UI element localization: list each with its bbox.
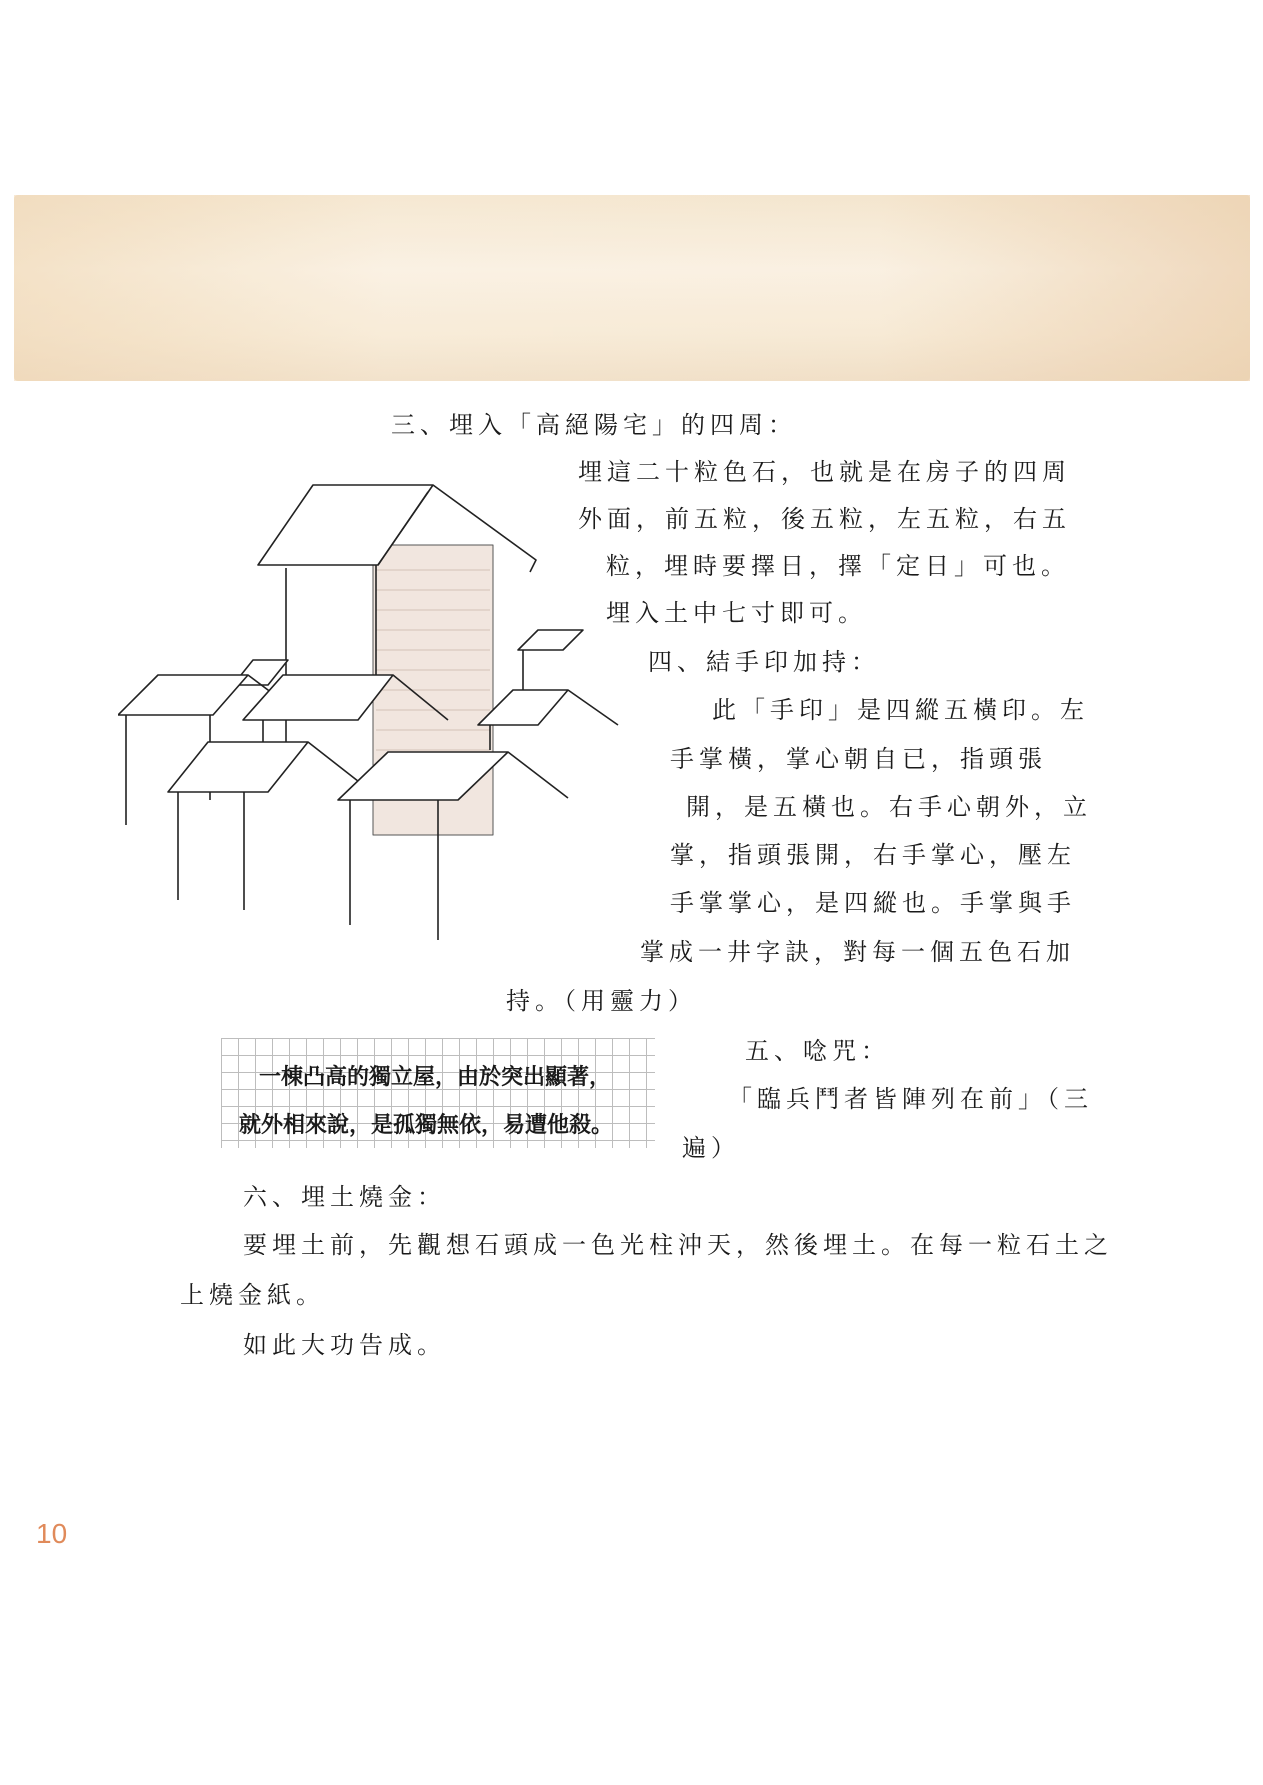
section6-heading: 六、埋土燒金：: [243, 1183, 446, 1211]
section3-line: 埋這二十粒色石，也就是在房子的四周: [578, 458, 1071, 486]
section6-line: 上燒金紙。: [180, 1281, 325, 1309]
caption-line: 就外相來說，是孤獨無依，易遭他殺。: [239, 1113, 614, 1138]
section3-line: 埋入土中七寸即可。: [606, 599, 867, 627]
section4-line: 手掌掌心，是四縱也。手掌與手: [670, 889, 1076, 917]
caption-line: 一棟凸高的獨立屋，由於突出顯著，: [259, 1065, 612, 1090]
section3-heading: 三、埋入「高絕陽宅」的四周：: [391, 411, 797, 439]
page-number: 10: [36, 1518, 68, 1549]
section4-line: 開，是五橫也。右手心朝外，立: [686, 793, 1092, 821]
section4-line: 持。（用靈力）: [506, 987, 697, 1015]
section5-line: 「臨兵鬥者皆陣列在前」（三: [728, 1085, 1093, 1113]
section4-line: 此「手印」是四縱五橫印。左: [712, 696, 1089, 724]
house-illustration-icon: [118, 480, 628, 970]
section6-line: 如此大功告成。: [243, 1331, 446, 1359]
section5-heading: 五、唸咒：: [745, 1037, 890, 1065]
section4-heading: 四、結手印加持：: [648, 648, 880, 676]
section3-line: 外面，前五粒，後五粒，左五粒，右五: [578, 505, 1071, 533]
section4-line: 掌成一井字訣，對每一個五色石加: [640, 938, 1075, 966]
decorative-banner: [14, 195, 1250, 381]
section4-line: 手掌橫，掌心朝自已，指頭張: [670, 745, 1047, 773]
section5-line: 遍）: [682, 1134, 740, 1162]
section4-line: 掌，指頭張開，右手掌心，壓左: [670, 841, 1076, 869]
section6-line: 要埋土前，先觀想石頭成一色光柱沖天，然後埋土。在每一粒石土之: [243, 1231, 1113, 1259]
section3-line: 粒，埋時要擇日，擇「定日」可也。: [606, 552, 1070, 580]
